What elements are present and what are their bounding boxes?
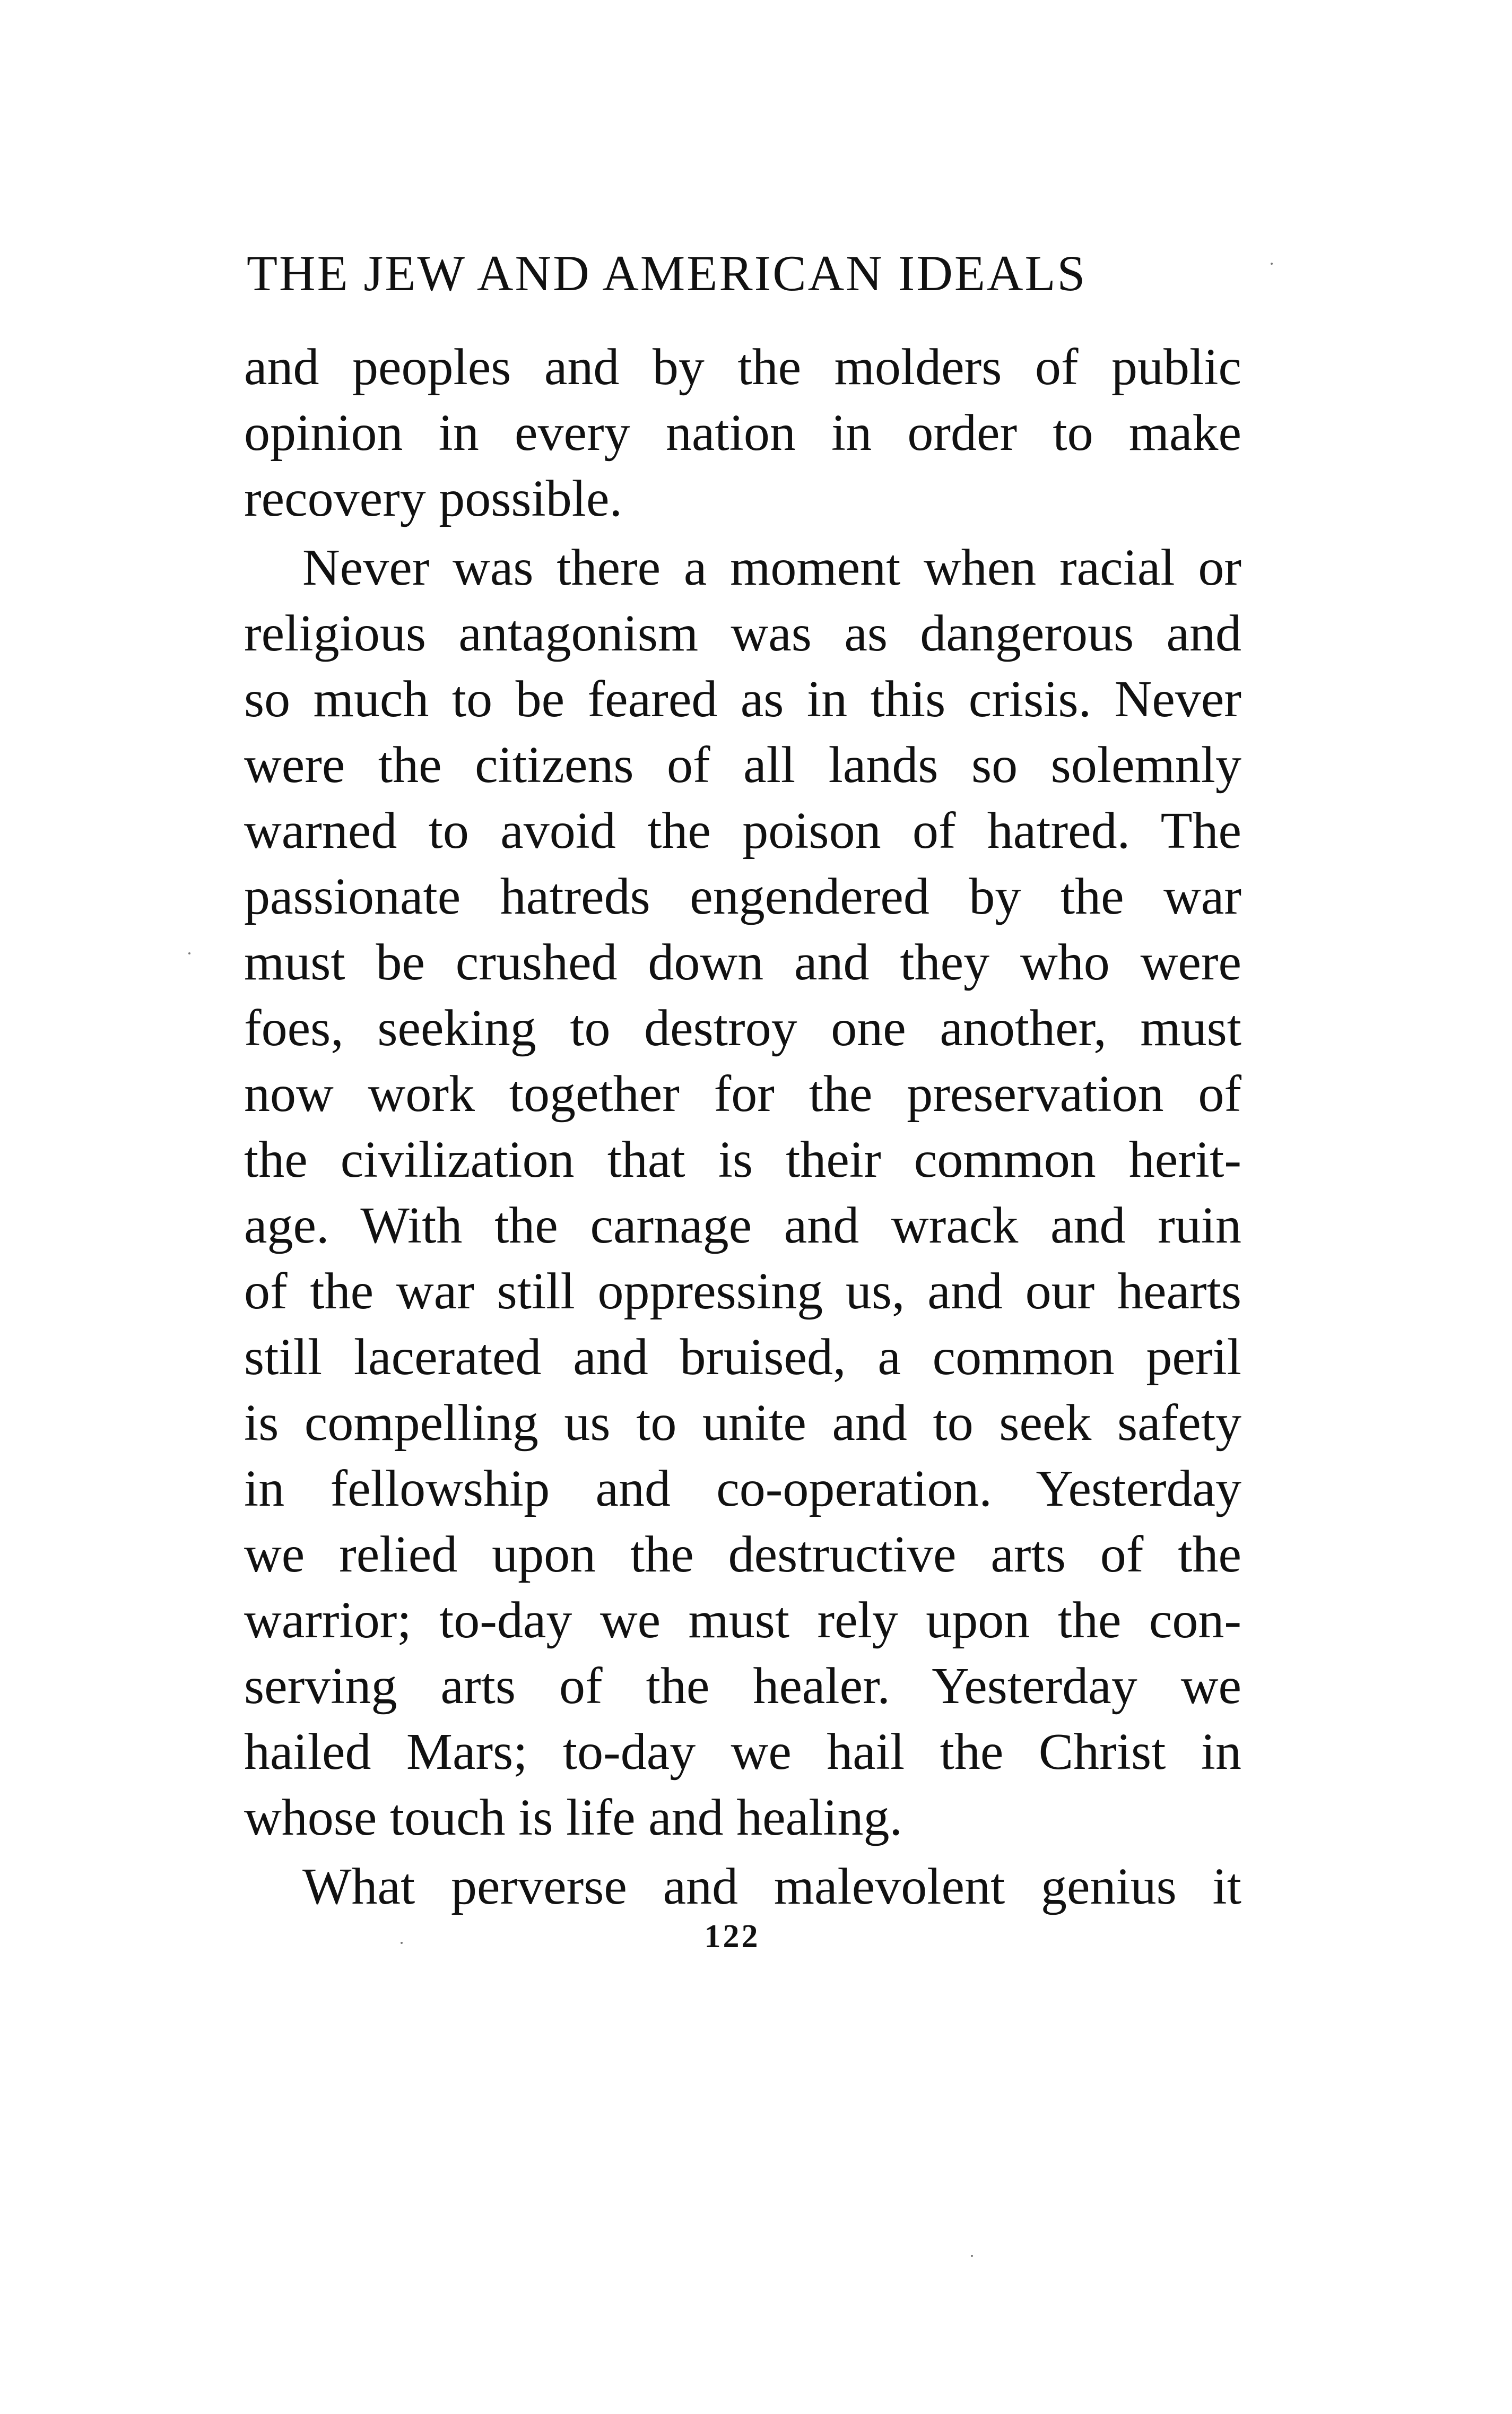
text-line: and peoples and by the molders of public <box>244 338 1241 396</box>
scan-speck <box>188 952 190 954</box>
body-text <box>244 334 1241 1920</box>
scan-speck <box>401 1942 403 1944</box>
text-line: were the citizens of all lands so solemnly <box>244 736 1241 794</box>
text-line: Never was there a moment when racial or <box>302 539 1241 596</box>
text-line: foes, seeking to destroy one another, must <box>244 1000 1241 1057</box>
text-line: the civilization that is their common herit- <box>244 1131 1241 1188</box>
text-line: must be crushed down and they who were <box>244 934 1241 991</box>
text-line: religious antagonism was as dangerous and <box>244 605 1241 662</box>
text-line: now work together for the preservation of <box>244 1065 1241 1123</box>
text-line: opinion in every nation in order to make <box>244 404 1241 462</box>
paragraph <box>244 535 1241 1851</box>
text-line: hailed Mars; to-day we hail the Christ in <box>244 1723 1241 1781</box>
text-line: passionate hatreds engendered by the war <box>244 868 1241 925</box>
running-head: THE JEW AND AMERICAN IDEALS <box>247 245 1087 301</box>
scan-speck <box>971 2255 973 2257</box>
scan-speck <box>1271 263 1273 265</box>
paragraph <box>244 334 1241 532</box>
text-line: warrior; to-day we must rely upon the con- <box>244 1592 1241 1649</box>
text-line: we relied upon the destructive arts of the <box>244 1526 1241 1583</box>
text-line: serving arts of the healer. Yesterday we <box>244 1657 1241 1715</box>
text-line: of the war still oppressing us, and our hearts <box>244 1263 1241 1320</box>
text-line: in fellowship and co-operation. Yesterday <box>244 1460 1241 1517</box>
text-line: warned to avoid the poison of hatred. The <box>244 802 1241 859</box>
page-number: 122 <box>704 1918 760 1955</box>
text-line: so much to be feared as in this crisis. Never <box>244 671 1241 728</box>
paragraph <box>244 1854 1241 1920</box>
text-line: What perverse and malevolent genius it <box>302 1858 1241 1915</box>
text-line: age. With the carnage and wrack and ruin <box>244 1197 1241 1254</box>
text-line: still lacerated and bruised, a common peril <box>244 1328 1241 1386</box>
text-line: is compelling us to unite and to seek safety <box>244 1394 1241 1452</box>
text-line: recovery possible. <box>244 470 622 527</box>
text-line: whose touch is life and healing. <box>244 1789 903 1846</box>
